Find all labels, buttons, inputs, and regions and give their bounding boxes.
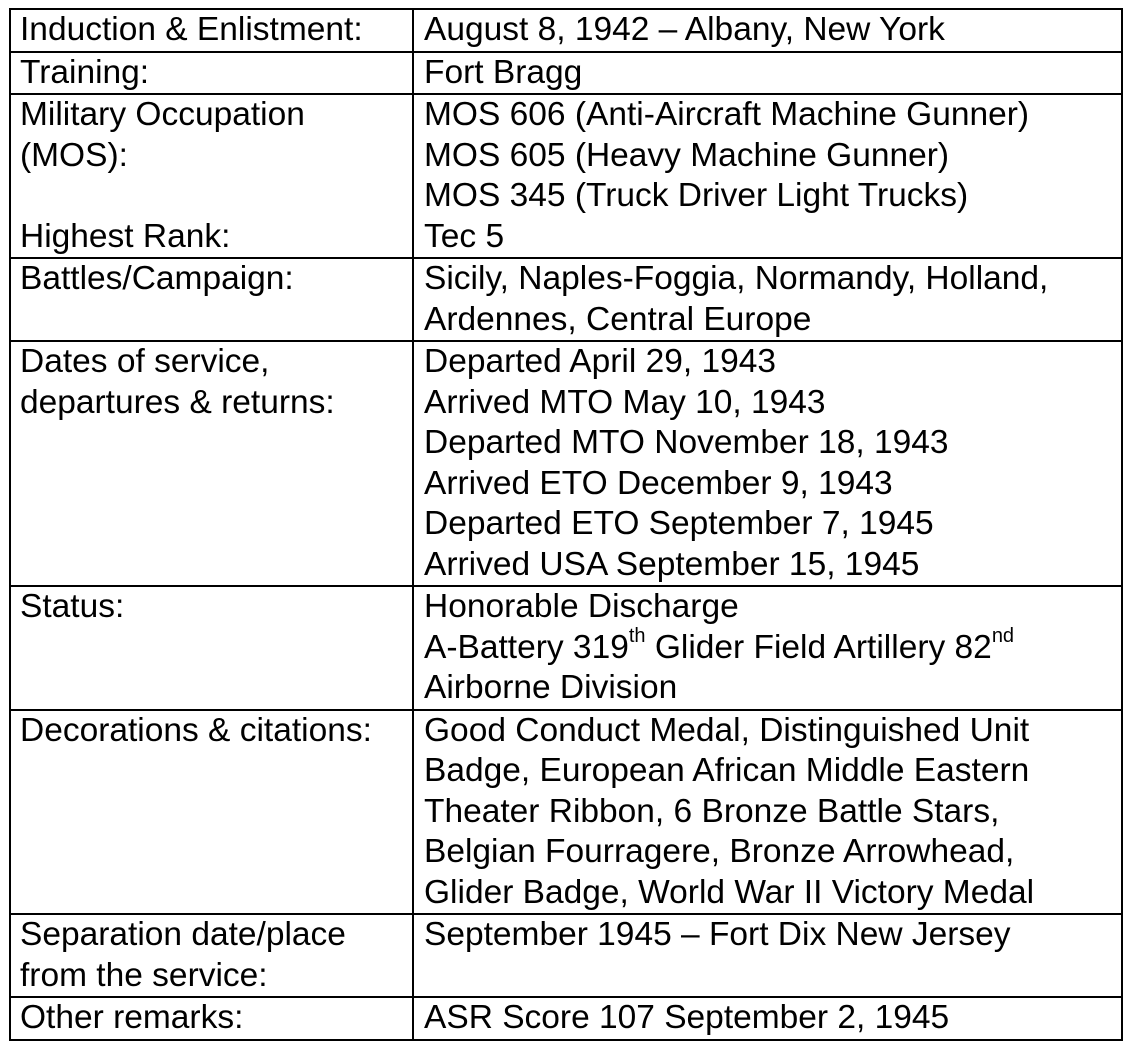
field-value-line (424, 383, 1121, 424)
field-value-cell (413, 9, 1122, 52)
field-value-cell (413, 914, 1122, 997)
field-value-line (424, 545, 1121, 586)
field-value-text: Tec 5 (424, 217, 505, 255)
field-value-line (424, 10, 1121, 51)
field-value-cell (413, 710, 1122, 915)
field-value-line (424, 136, 1121, 177)
field-label-cell (10, 258, 413, 341)
field-value-text: A-Battery 319 (424, 628, 629, 666)
field-value-cell (413, 94, 1122, 258)
field-value-line (424, 53, 1121, 94)
field-label-cell (10, 94, 413, 258)
field-value-text: Departed MTO November 18, 1943 (424, 424, 949, 461)
service-record-body (10, 9, 1122, 1040)
field-value-line (424, 464, 1121, 505)
field-value-line (424, 711, 1121, 752)
field-label-line: Status: (20, 588, 125, 625)
field-label-line: departures & returns: (20, 383, 335, 421)
field-value-text: Departed April 29, 1943 (424, 343, 776, 380)
field-value-text: Honorable Discharge (424, 588, 739, 625)
field-value-cell (413, 997, 1122, 1040)
field-label-line: Battles/Campaign: (20, 260, 294, 297)
field-label-cell (10, 997, 413, 1040)
field-value-text: MOS 605 (Heavy Machine Gunner) (424, 136, 950, 174)
table-row (10, 997, 1122, 1040)
ordinal-suffix: nd (991, 625, 1015, 648)
field-value-line (424, 587, 1121, 628)
field-label-cell (10, 710, 413, 915)
field-value-text: Arrived USA September 15, 1945 (424, 545, 920, 583)
field-value-text: ASR Score 107 September 2, 1945 (424, 999, 950, 1036)
field-label-line: Decorations & citations: (20, 711, 372, 749)
field-value-line (424, 342, 1121, 383)
field-value-line (424, 668, 1121, 709)
field-label-line: Dates of service, (20, 343, 270, 380)
field-value-line (424, 217, 1121, 258)
field-value-text: Belgian Fourragere, Bronze Arrowhead, (424, 833, 1015, 870)
table-row (10, 258, 1122, 341)
field-value-text: Fort Bragg (424, 53, 583, 91)
table-row (10, 9, 1122, 52)
field-label-line: Military Occupation (20, 96, 305, 133)
field-label-line: Induction & Enlistment: (20, 11, 363, 48)
field-value-text: MOS 606 (Anti-Aircraft Machine Gunner) (424, 96, 1030, 133)
field-value-line (424, 300, 1121, 341)
table-row (10, 52, 1122, 95)
field-label-cell (10, 9, 413, 52)
field-value-line (424, 625, 1121, 669)
field-value-line (424, 832, 1121, 873)
field-label-line: Separation date/place (20, 916, 346, 953)
field-value-text: Sicily, Naples-Foggia, Normandy, Holland, (424, 260, 1049, 297)
field-label-line: from the service: (20, 956, 268, 994)
field-value-text: August 8, 1942 – Albany, New York (424, 11, 945, 48)
field-label-cell (10, 914, 413, 997)
field-value-line (424, 792, 1121, 833)
field-value-line (424, 259, 1121, 300)
table-row (10, 710, 1122, 915)
service-record-table (9, 8, 1123, 1041)
field-value-line (424, 95, 1121, 136)
field-value-text: Good Conduct Medal, Distinguished Unit (424, 711, 1030, 749)
field-value-text: Arrived ETO December 9, 1943 (424, 464, 893, 502)
field-label-line: Highest Rank: (20, 217, 231, 255)
field-value-text: MOS 345 (Truck Driver Light Trucks) (424, 177, 969, 214)
field-value-cell (413, 258, 1122, 341)
table-row (10, 914, 1122, 997)
table-row (10, 586, 1122, 710)
field-value-text: Ardennes, Central Europe (424, 300, 812, 338)
field-value-cell (413, 52, 1122, 95)
field-value-line (424, 915, 1121, 956)
field-value-line (424, 998, 1121, 1039)
field-value-line (424, 504, 1121, 545)
field-value-line (424, 176, 1121, 217)
field-value-text: Theater Ribbon, 6 Bronze Battle Stars, (424, 792, 1000, 830)
field-value-text: Arrived MTO May 10, 1943 (424, 383, 826, 421)
field-label-cell (10, 586, 413, 710)
field-label-line: (MOS): (20, 136, 128, 174)
field-label-line (20, 176, 412, 217)
field-value-text: Departed ETO September 7, 1945 (424, 505, 934, 542)
field-value-text: Badge, European African Middle Eastern (424, 752, 1030, 789)
field-label-cell (10, 52, 413, 95)
field-value-line (424, 751, 1121, 792)
table-row (10, 94, 1122, 258)
field-label-line: Training: (20, 53, 150, 91)
field-value-cell (413, 586, 1122, 710)
field-value-text: Glider Field Artillery 82 (645, 628, 992, 666)
field-label-line: Other remarks: (20, 999, 244, 1036)
field-value-text: September 1945 – Fort Dix New Jersey (424, 916, 1011, 953)
field-value-line (424, 873, 1121, 914)
field-label-cell (10, 341, 413, 586)
field-value-text: Airborne Division (424, 669, 678, 706)
field-value-cell (413, 341, 1122, 586)
field-value-text: Glider Badge, World War II Victory Medal (424, 873, 1035, 911)
table-row (10, 341, 1122, 586)
ordinal-suffix: th (628, 625, 646, 648)
field-value-line (424, 423, 1121, 464)
